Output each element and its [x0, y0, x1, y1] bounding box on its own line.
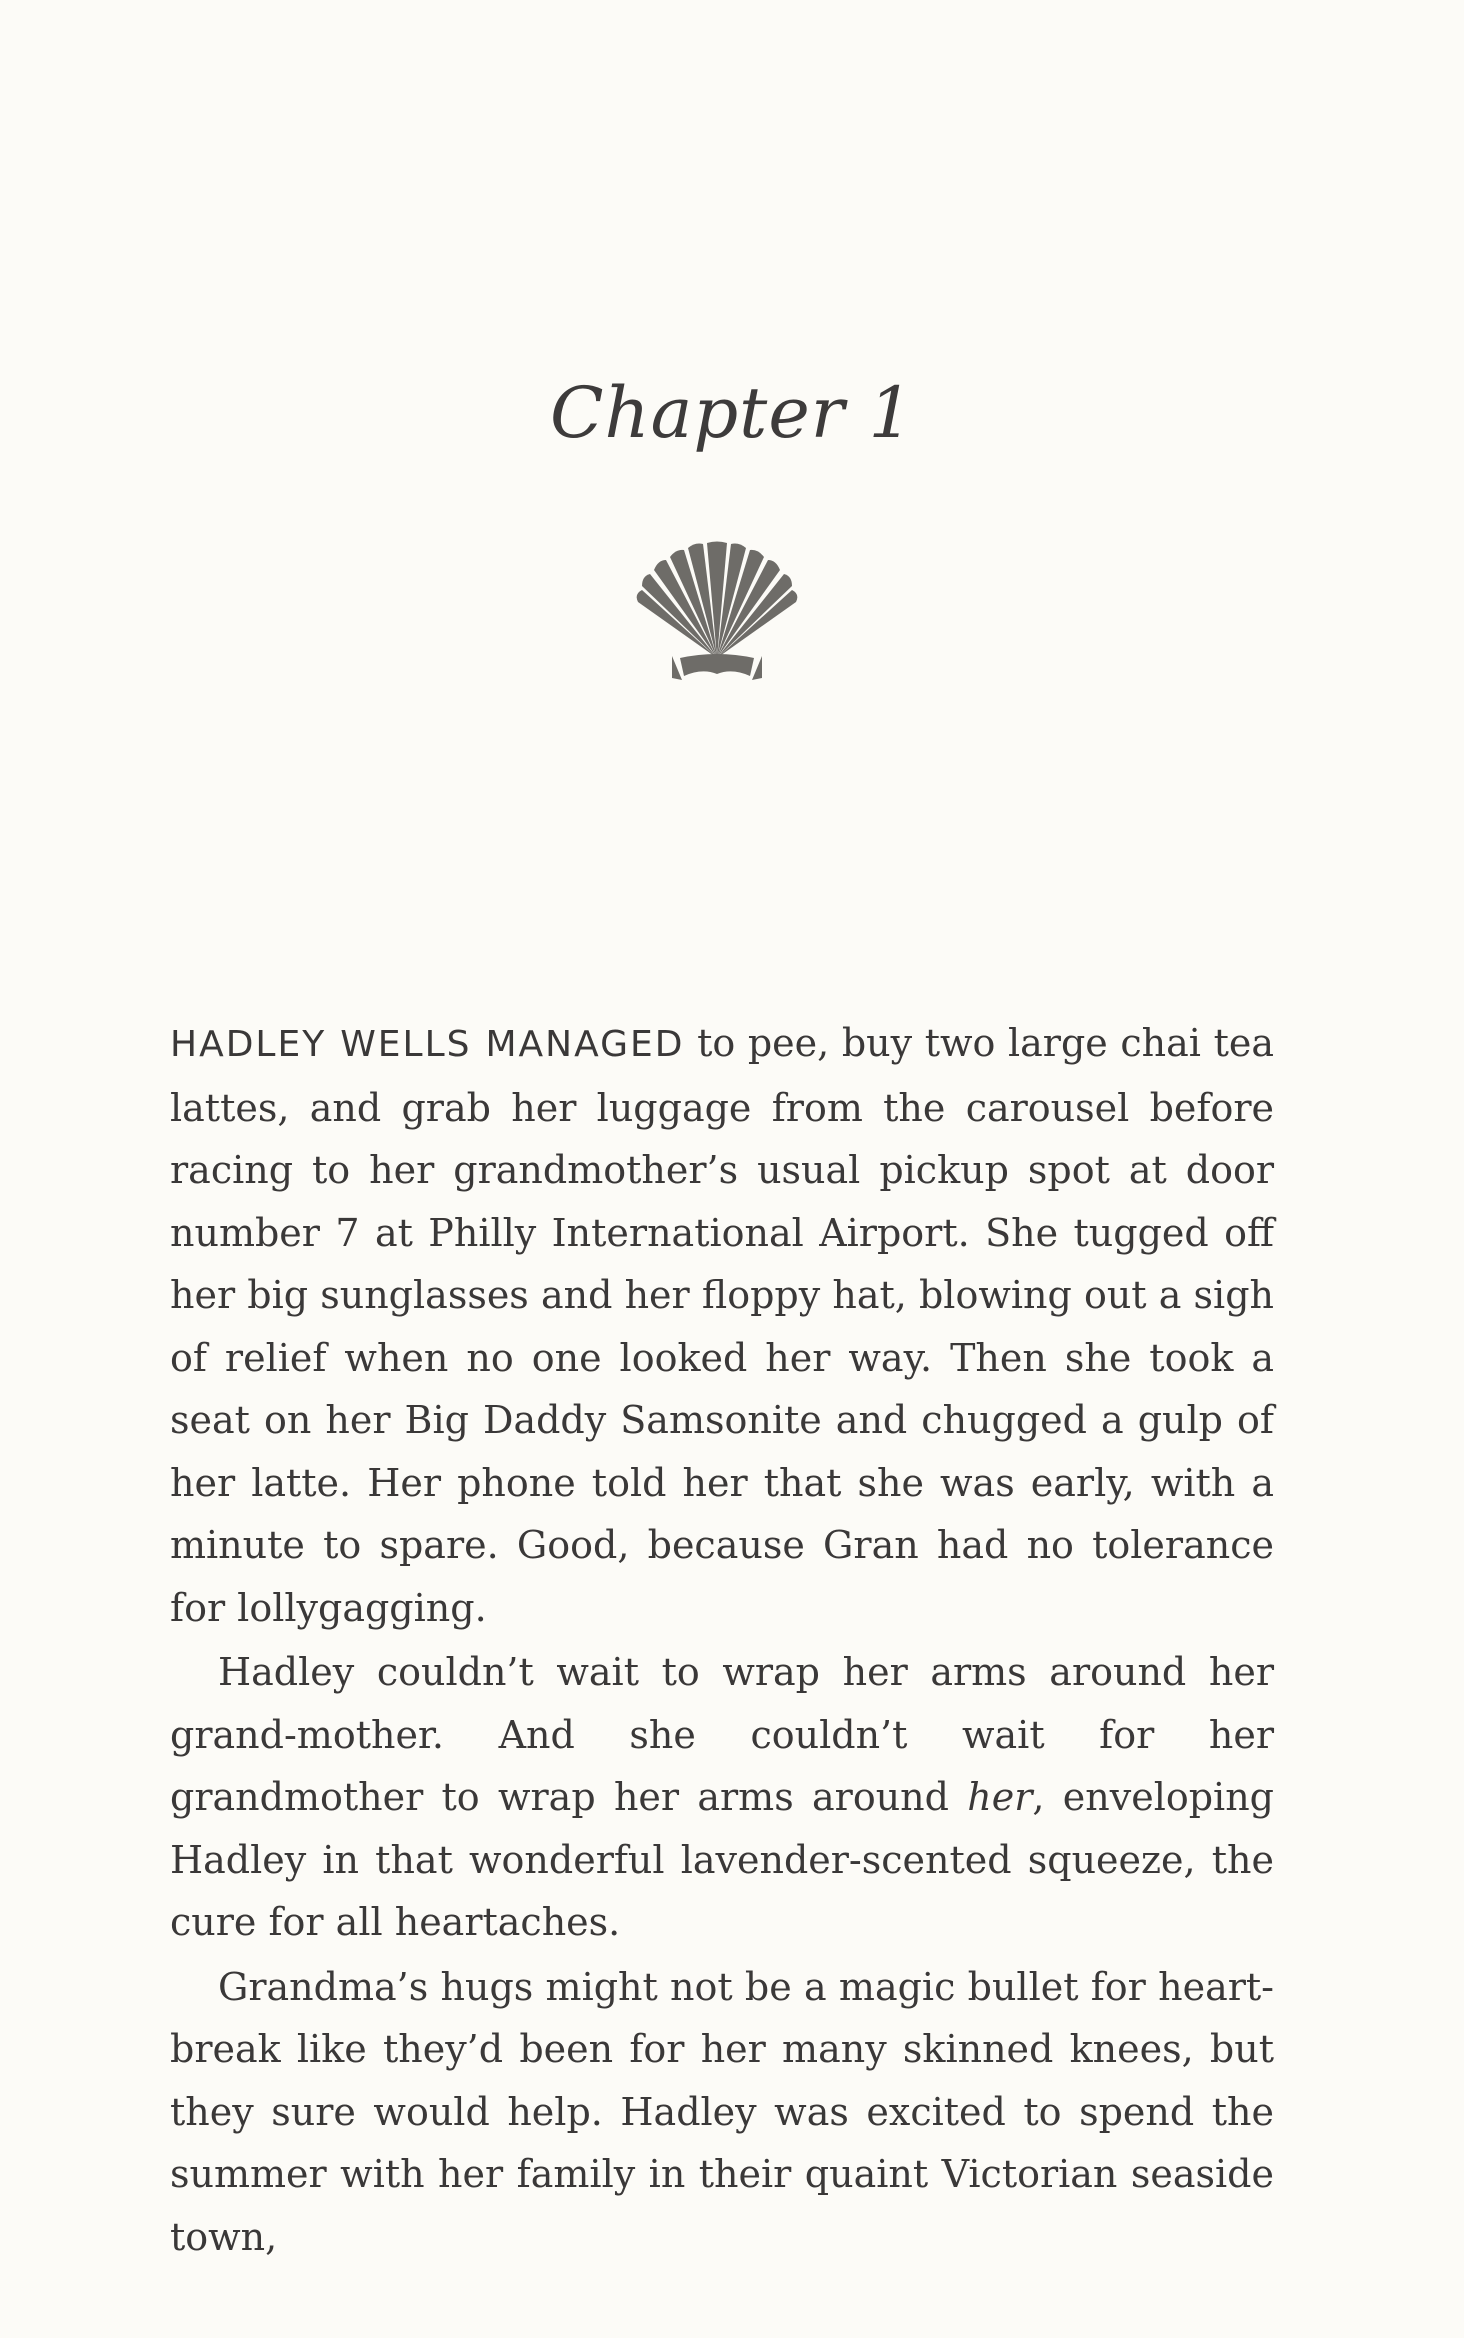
- chapter-title: Chapter 1: [550, 372, 914, 454]
- opening-small-caps: HADLEY WELLS MANAGED: [170, 1024, 685, 1065]
- scallop-shell-icon: [632, 540, 802, 688]
- paragraph-1: [170, 1012, 1274, 1639]
- paragraph-3-text: Grandma’s hugs might not be a magic bullet for heart-break like they’d been for her many skinned knees, but they sure would help. Hadley was excited to spend the summer with her family in their quaint Victorian seaside town,: [170, 1964, 1274, 2259]
- paragraph-1-text: to pee, buy two large chai tea lattes, and grab her luggage from the carousel before racing to her grandmother’s usual pickup spot at door number 7 at Philly International Airport. She tugged off her big sunglasses and her floppy hat, blowing out a sigh of relief when no one looked her way. Then she took a seat on her Big Daddy Samsonite and chugged a gulp of her latte. Her phone told her that she was early, with a minute to spare. Good, because Gran had no tolerance for lollygagging.: [170, 1021, 1274, 1630]
- chapter-body: [170, 1012, 1274, 2268]
- paragraph-2-emphasis: her: [967, 1775, 1033, 1819]
- paragraph-2-text-after: , enveloping Hadley in that wonderful lavender-scented squeeze, the cure for all heartaches.: [170, 1775, 1275, 1944]
- paragraph-2: [170, 1641, 1274, 1954]
- paragraph-2-text-before: Hadley couldn’t wait to wrap her arms around her grand-mother. And she couldn’t wait for her grandmother to wrap her arms around: [170, 1650, 1274, 1819]
- paragraph-3: [170, 1956, 1274, 2269]
